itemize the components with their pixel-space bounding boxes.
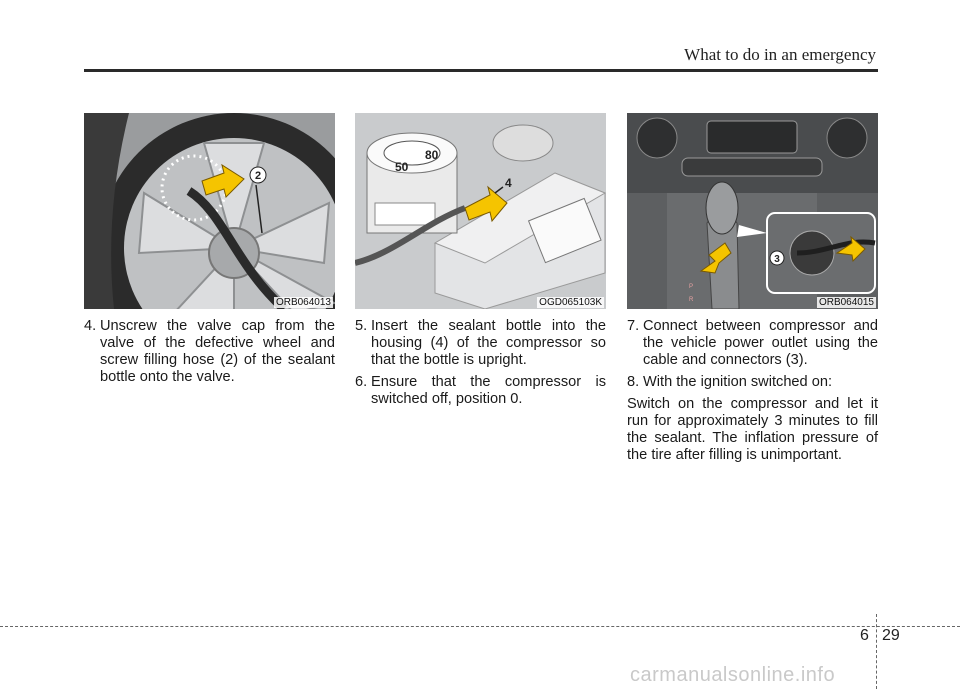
step-number: 4. — [84, 318, 97, 334]
footer-divider — [876, 614, 877, 689]
gauge-50-label: 50 — [395, 160, 409, 174]
gauge-80-label: 80 — [425, 148, 439, 162]
step-text: With the ignition switched on: — [643, 374, 833, 390]
header-rule — [84, 69, 878, 72]
body-paragraph: Switch on the compressor and let it run for approximately 3 minutes to fill the sealant. The inflation pressure of the tire after filling is unimportant. — [627, 396, 878, 463]
wheel-valve-illustration — [84, 113, 335, 309]
section-title: What to do in an emergency — [684, 45, 876, 64]
callout-4: 4 — [505, 176, 512, 190]
step-text: Ensure that the compressor is switched off, position 0. — [371, 374, 606, 407]
shift-r-label: R — [689, 297, 694, 303]
step-4 — [84, 318, 335, 386]
figure-code: OGD065103K — [539, 297, 602, 308]
footer-rule — [0, 626, 960, 627]
step-number: 7. — [627, 318, 640, 334]
step-8 — [627, 374, 878, 391]
figure-code: ORB064013 — [275, 297, 331, 308]
step-text: Connect between compressor and the vehicle power outlet using the cable and connectors (3). — [643, 318, 878, 368]
chapter-number: 6 — [860, 627, 869, 644]
callout-2: 2 — [254, 170, 262, 182]
figure-code: ORB064015 — [818, 297, 874, 308]
console-illustration — [627, 113, 878, 309]
watermark: carmanualsonline.info — [630, 664, 836, 686]
column-3 — [627, 318, 878, 469]
figure-sealant-bottle — [355, 113, 606, 309]
step-number: 5. — [355, 318, 368, 334]
column-2 — [355, 318, 606, 408]
step-5 — [355, 318, 606, 369]
figure-wheel-valve — [84, 113, 335, 309]
figure-power-outlet — [627, 113, 878, 309]
compressor-illustration — [355, 113, 606, 309]
step-text: Insert the sealant bottle into the housing (4) of the compressor so that the bottle is upright. — [371, 318, 606, 368]
step-number: 8. — [627, 374, 640, 390]
column-1 — [84, 318, 335, 386]
step-6 — [355, 374, 606, 408]
page-number: 29 — [882, 627, 900, 644]
step-number: 6. — [355, 374, 368, 390]
step-7 — [627, 318, 878, 369]
step-text: Unscrew the valve cap from the valve of the defective wheel and screw filling hose (2) of the sealant bottle onto the valve. — [100, 318, 335, 385]
callout-3: 3 — [774, 254, 780, 265]
shift-p-label: P — [689, 284, 694, 290]
